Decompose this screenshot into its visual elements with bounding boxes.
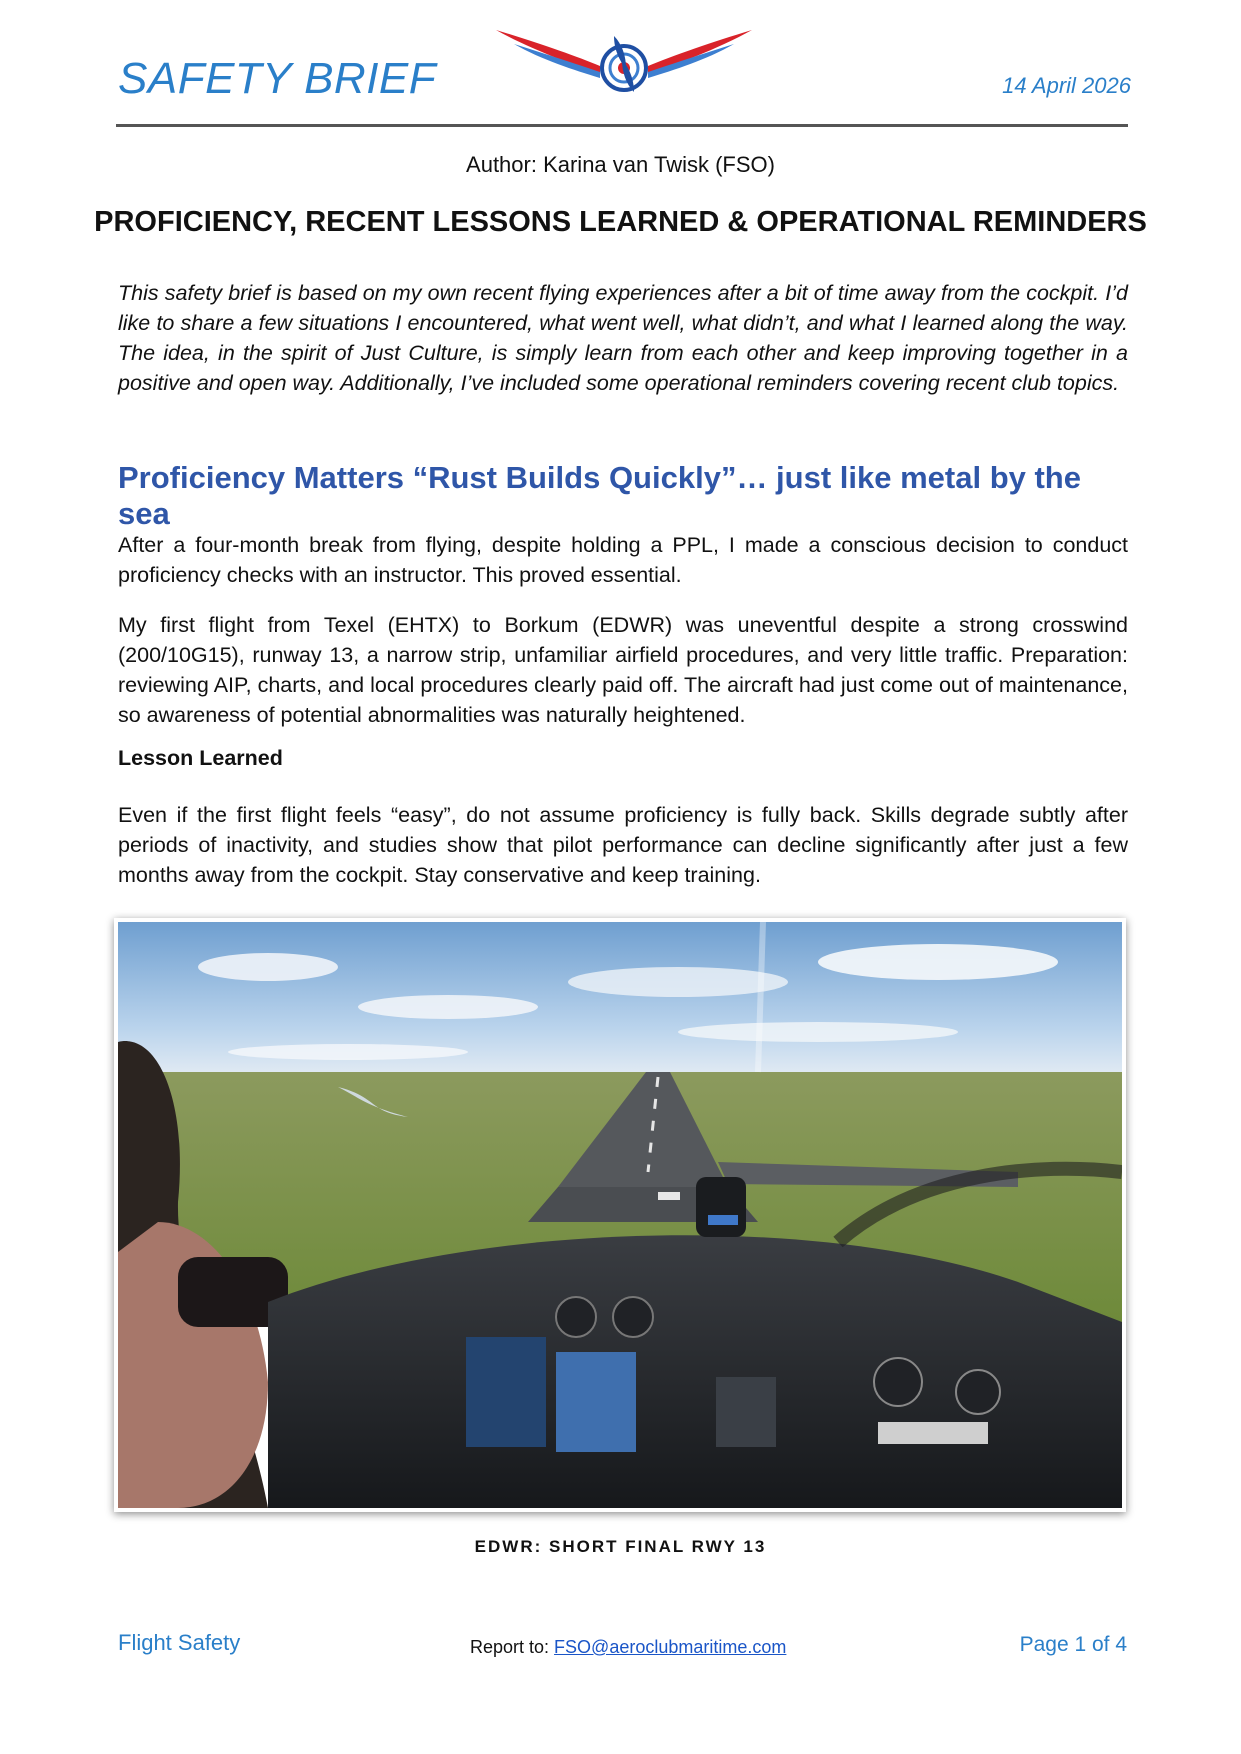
report-label: Report to: (470, 1637, 555, 1657)
photo-caption: EDWR: SHORT FINAL RWY 13 (474, 1537, 767, 1556)
paragraph-first-flight: My first flight from Texel (EHTX) to Borkum (EDWR) was uneventful despite a strong crosswind (200/10G15), runway 13, a narrow strip, unfamiliar airfield procedures, and very little traffic. Preparation: reviewing AIP, charts, and local procedures clearly paid off. The aircraft had just come out of maintenance, so awareness of potential abnormalities was naturally heightened. (118, 613, 1128, 727)
section-heading: Proficiency Matters “Rust Builds Quickly”… just like metal by the sea (118, 460, 1081, 531)
author-line: Author: Karina van Twisk (FSO) (466, 152, 775, 177)
footer-report (470, 1637, 786, 1658)
main-title: PROFICIENCY, RECENT LESSONS LEARNED & OPERATIONAL REMINDERS (94, 206, 1147, 238)
club-logo (496, 22, 752, 94)
runway-approach-image (118, 922, 1122, 1508)
footer-flight-safety: Flight Safety (118, 1630, 241, 1655)
intro-paragraph: This safety brief is based on my own recent flying experiences after a bit of time away from the cockpit. I’d like to share a few situations I encountered, what went well, what didn’t, and what I learned along the way. The idea, in the spirit of Just Culture, is simply learn from each other and keep improving together in a positive and open way. Additionally, I’ve included some operational reminders covering recent club topics. (118, 281, 1128, 395)
cockpit-photo (114, 918, 1126, 1512)
header-date: 14 April 2026 (1002, 73, 1131, 98)
paragraph-proficiency-check: After a four-month break from flying, despite holding a PPL, I made a conscious decision to conduct proficiency checks with an instructor. This proved essential. (118, 533, 1128, 587)
page-number: Page 1 of 4 (1019, 1633, 1127, 1656)
header-divider (116, 124, 1128, 127)
lesson-learned-heading: Lesson Learned (118, 746, 283, 770)
paragraph-lesson-learned: Even if the first flight feels “easy”, do not assume proficiency is fully back. Skills degrade subtly after periods of inactivity, and studies show that pilot performance can decline significantly after just a few months away from the cockpit. Stay conservative and keep training. (118, 803, 1128, 887)
report-email-link[interactable]: FSO@aeroclubmaritime.com (554, 1637, 787, 1657)
header-title: SAFETY BRIEF (118, 54, 437, 103)
